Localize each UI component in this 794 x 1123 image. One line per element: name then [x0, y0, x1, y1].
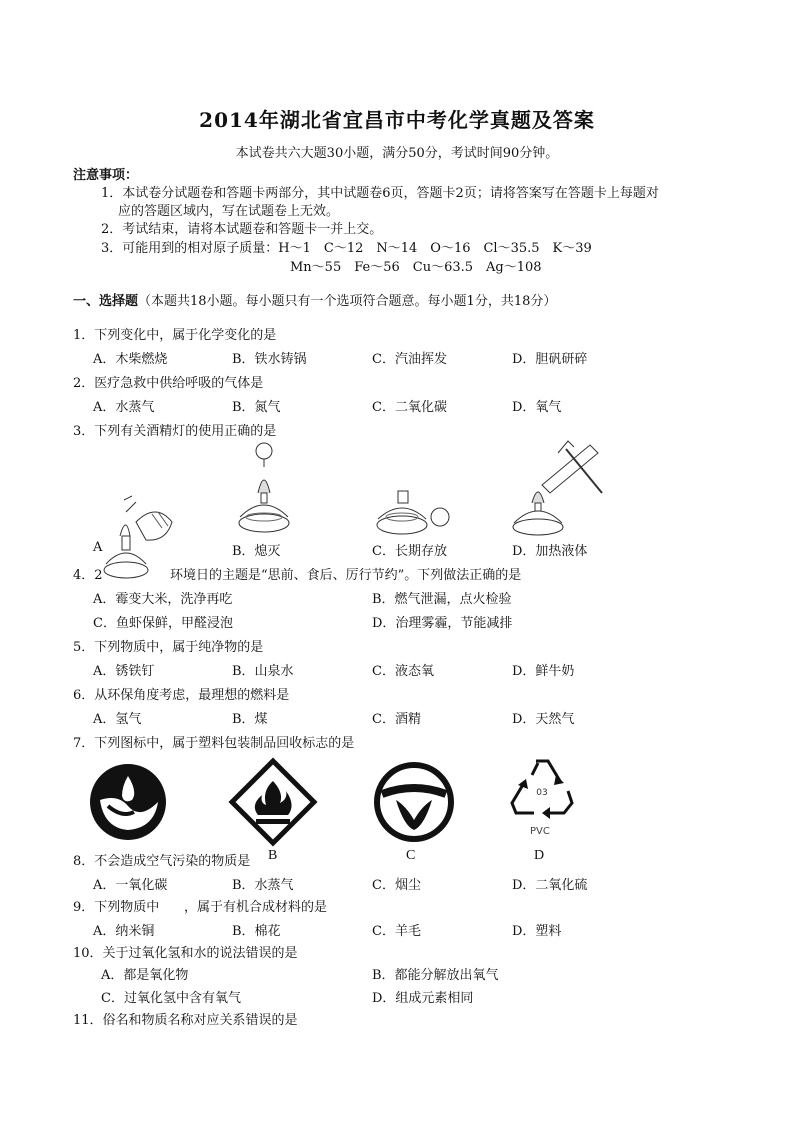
note-3-cont: Mn～55 Fe～56 Cu～63.5 Ag～108 [290, 260, 542, 275]
q10-option-b: B．都能分解放出氧气 [372, 968, 499, 983]
q6-option-b: B．煤 [232, 712, 268, 727]
question-2-stem: 2．医疗急救中供给呼吸的气体是 [73, 376, 264, 391]
q4-option-c: C．鱼虾保鲜，甲醛浸泡 [93, 616, 233, 631]
q4-option-b: B．燃气泄漏，点火检验 [372, 592, 512, 607]
question-11-stem: 11．俗名和物质名称对应关系错误的是 [73, 1013, 298, 1028]
question-4-prefix: 4．2 [73, 568, 103, 583]
notes-heading: 注意事项： [73, 168, 139, 183]
q4-option-a: A．霉变大米，洗净再吃 [93, 592, 233, 607]
q2-option-d: D．氧气 [512, 400, 562, 415]
q3-option-c: C．长期存放 [372, 544, 447, 559]
lamp-storage-illustration [372, 487, 452, 537]
flammable-icon [230, 759, 316, 845]
question-1-stem: 1．下列变化中，属于化学变化的是 [73, 328, 277, 343]
q3-option-a: A [93, 540, 103, 555]
q5-option-a: A．锈铁钉 [93, 664, 155, 679]
q8-option-a: A．一氧化碳 [93, 878, 168, 893]
question-3-stem: 3．下列有关酒精灯的使用正确的是 [73, 424, 277, 439]
q5-option-c: C．液态氧 [372, 664, 434, 679]
exam-info: 本试卷共六大题30小题，满分50分，考试时间90分钟。 [235, 146, 559, 161]
recycle-icon [506, 755, 578, 827]
lamp-lighting-illustration [96, 492, 176, 582]
q6-option-d: D．天然气 [512, 712, 575, 727]
q2-option-b: B．氮气 [232, 400, 281, 415]
question-9-stem: 9．下列物质中 [73, 900, 160, 915]
q8-option-c: C．烟尘 [372, 878, 421, 893]
q8-option-b: B．水蒸气 [232, 878, 294, 893]
q9-option-d: D．塑料 [512, 924, 562, 939]
q9-option-a: A．纳米铜 [93, 924, 155, 939]
question-6-stem: 6．从环保角度考虑，最理想的燃料是 [73, 688, 290, 703]
section-1-header [73, 290, 556, 309]
question-10-stem: 10．关于过氧化氢和水的说法错误的是 [73, 946, 298, 961]
note-1: 1．本试卷分试题卷和答题卡两部分，其中试题卷6页，答题卡2页；请将答案写在答题卡上每题对 [101, 186, 659, 201]
section-1-desc: （本题共18小题。每小题只有一个选项符合题意。每小题1分，共18分） [138, 294, 557, 309]
q1-option-a: A．木柴燃烧 [93, 352, 168, 367]
q9-option-b: B．棉花 [232, 924, 281, 939]
note-1-cont: 应的答题区域内，写在试题卷上无效。 [118, 204, 340, 219]
lamp-extinguish-illustration [234, 437, 294, 537]
q8-option-d: D．二氧化硫 [512, 878, 588, 893]
recycle-text: PVC [530, 826, 550, 837]
q3-option-d: D．加热液体 [512, 544, 588, 559]
q6-option-a: A．氢气 [93, 712, 142, 727]
q10-option-d: D．组成元素相同 [372, 991, 474, 1006]
q4-option-d: D．治理雾霾，节能减排 [372, 616, 513, 631]
green-food-icon [374, 762, 454, 842]
question-5-stem: 5．下列物质中，属于纯净物的是 [73, 640, 264, 655]
q1-option-b: B．铁水铸锅 [232, 352, 307, 367]
recycle-code: 03 [536, 788, 548, 798]
question-7-stem: 7．下列图标中，属于塑料包装制品回收标志的是 [73, 736, 355, 751]
q2-option-a: A．水蒸气 [93, 400, 155, 415]
section-1-heading: 一、选择题 [73, 294, 139, 309]
page-title: 2014年湖北省宜昌市中考化学真题及答案 [199, 108, 595, 132]
q5-option-b: B．山泉水 [232, 664, 294, 679]
q7-label-c: C [406, 848, 416, 863]
water-saving-icon [88, 762, 168, 842]
q1-option-c: C．汽油挥发 [372, 352, 447, 367]
q9-option-c: C．羊毛 [372, 924, 421, 939]
question-8-stem: 8．不会造成空气污染的物质是 [73, 854, 251, 869]
question-9-stem-cont: ，属于有机合成材料的是 [184, 900, 328, 915]
q3-option-b: B．熄灭 [232, 544, 281, 559]
q10-option-c: C．过氧化氢中含有氧气 [101, 991, 241, 1006]
q5-option-d: D．鲜牛奶 [512, 664, 575, 679]
q2-option-c: C．二氧化碳 [372, 400, 447, 415]
q6-option-c: C．酒精 [372, 712, 421, 727]
lamp-heating-illustration [506, 437, 606, 537]
question-4-stem: 环境日的主题是“思前、食后、厉行节约”。下列做法正确的是 [170, 568, 522, 583]
q1-option-d: D．胆矾研碎 [512, 352, 588, 367]
note-2: 2．考试结束，请将本试题卷和答题卡一并上交。 [101, 222, 383, 237]
q7-label-d: D [534, 848, 545, 863]
note-3: 3．可能用到的相对原子质量：H～1 C～12 N～14 O～16 Cl～35.5 K～39 [101, 241, 592, 256]
q10-option-a: A．都是氧化物 [101, 968, 189, 983]
q7-label-b: B [268, 848, 278, 863]
